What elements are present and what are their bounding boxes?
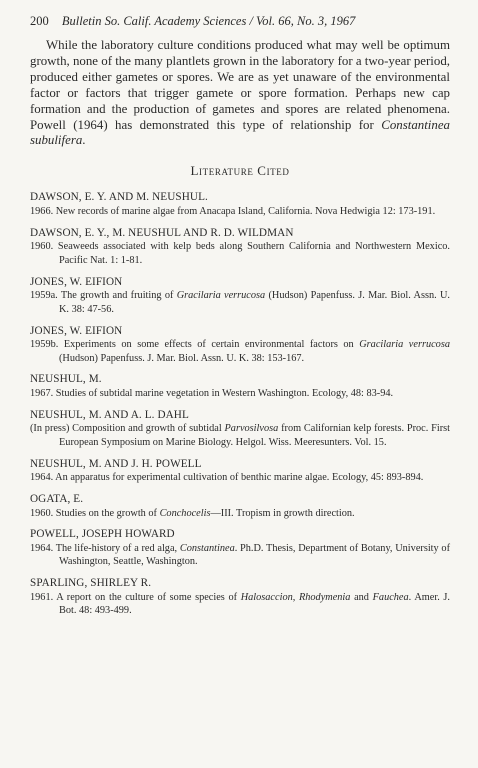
reference-citation [30,542,450,569]
reference-citation [30,338,450,365]
text-run: 1967. Studies of subtidal marine vegetation in Western Washington. Ecology, 48: 83-94. [30,387,394,399]
reference-citation [30,205,450,219]
section-heading: Literature Cited [190,163,290,179]
text-run: from Californian kelp forests. Proc. First European Symposium on Marine Biology. Helgol. Wiss. Meeresunters. Vol. 15. [59,423,450,448]
reference-entry [30,325,450,366]
text-run: . [82,133,86,148]
reference-entry [30,276,450,317]
text-run: . Ph.D. Thesis, Department of Botany, University of Washington, Seattle, Washington. [59,542,450,568]
reference-citation [30,507,450,521]
text-run: (Hudson) Papenfuss. J. Mar. Biol. Assn. U. K. 38: 153-167. [59,352,305,364]
italic-text: Conchocelis [159,507,211,519]
text-run: 1959b. Experiments on some effects of certain environmental factors on [30,339,360,351]
reference-citation [30,591,450,618]
italic-text: Gracilaria verrucosa [176,290,266,302]
reference-author: POWELL, JOSEPH HOWARD [30,528,175,541]
text-run: 1964. An apparatus for experimental cultivation of benthic marine algae. Ecology, 45: 893-894. [30,472,424,484]
reference-entry [30,373,450,400]
italic-text: Parvosilvosa [224,423,279,435]
text-run: 1960. Seaweeds associated with kelp beds along Southern California and Northwestern Mexico. Pacific Nat. 1: 1-81. [30,241,450,266]
reference-entry [30,191,450,218]
reference-citation [30,240,450,267]
text-run: . Amer. J. Bot. 48: 493-499. [59,591,451,617]
reference-author: JONES, W. EIFION [30,275,123,288]
italic-text: Gracilaria verrucosa [359,339,450,351]
reference-citation [30,387,450,401]
reference-author: NEUSHUL, M. [30,373,102,386]
text-run: —III. Tropism in growth direction. [210,507,355,519]
reference-citation [30,422,450,449]
running-header [30,12,450,32]
reference-entry [30,409,450,450]
reference-entry [30,493,450,520]
text-run: While the laboratory culture conditions produced what may well be optimum growth, none of the many plantlets grown in the laboratory for a two-year period, produced either gametes or spores. We are as yet unaware of the environmental factor or factors that trigger gamete or spore formation. Perhaps new cap formation and the production of gametes and spores are related phenomena. Powell (1964) has demonstrated this type of relationship for [30,38,450,132]
reference-entry [30,227,450,268]
italic-text: Halosaccion, Rhodymenia [240,591,351,603]
reference-author: NEUSHUL, M. AND A. L. DAHL [30,408,189,421]
reference-entry [30,458,450,485]
running-title: Bulletin So. Calif. Academy Sciences / Vol. 66, No. 3, 1967 [61,14,356,28]
reference-entry [30,528,450,569]
italic-text: Constantinea [179,542,235,554]
reference-author: JONES, W. EIFION [30,324,123,337]
text-run: 1964. The life-history of a red alga, [30,542,180,554]
text-run: 1959a. The growth and fruiting of [30,290,177,302]
text-run: 1960. Studies on the growth of [30,507,160,519]
text-run: 1961. A report on the culture of some species of [30,591,241,603]
reference-citation [30,289,450,316]
reference-author: OGATA, E. [30,493,84,506]
text-run: and [350,591,373,603]
italic-text: Fauchea [372,591,409,603]
reference-author: NEUSHUL, M. AND J. H. POWELL [30,457,202,470]
reference-list [30,191,450,618]
reference-author: SPARLING, SHIRLEY R. [30,577,152,590]
reference-author: DAWSON, E. Y., M. NEUSHUL AND R. D. WILDMAN [30,226,294,239]
page-number: 200 [30,14,49,28]
text-run: (Hudson) Papenfuss. J. Mar. Biol. Assn. U. K. 38: 47-56. [59,290,450,315]
reference-entry [30,577,450,618]
reference-author: DAWSON, E. Y. AND M. NEUSHUL. [30,191,208,204]
text-run: 1966. New records of marine algae from Anacapa Island, California. Nova Hedwigia 12: 173-191. [30,205,436,217]
reference-citation [30,471,450,485]
italic-text: Constantinea subulifera [30,117,450,148]
text-run: (In press) Composition and growth of subtidal [30,423,225,435]
body-paragraph [30,38,450,149]
